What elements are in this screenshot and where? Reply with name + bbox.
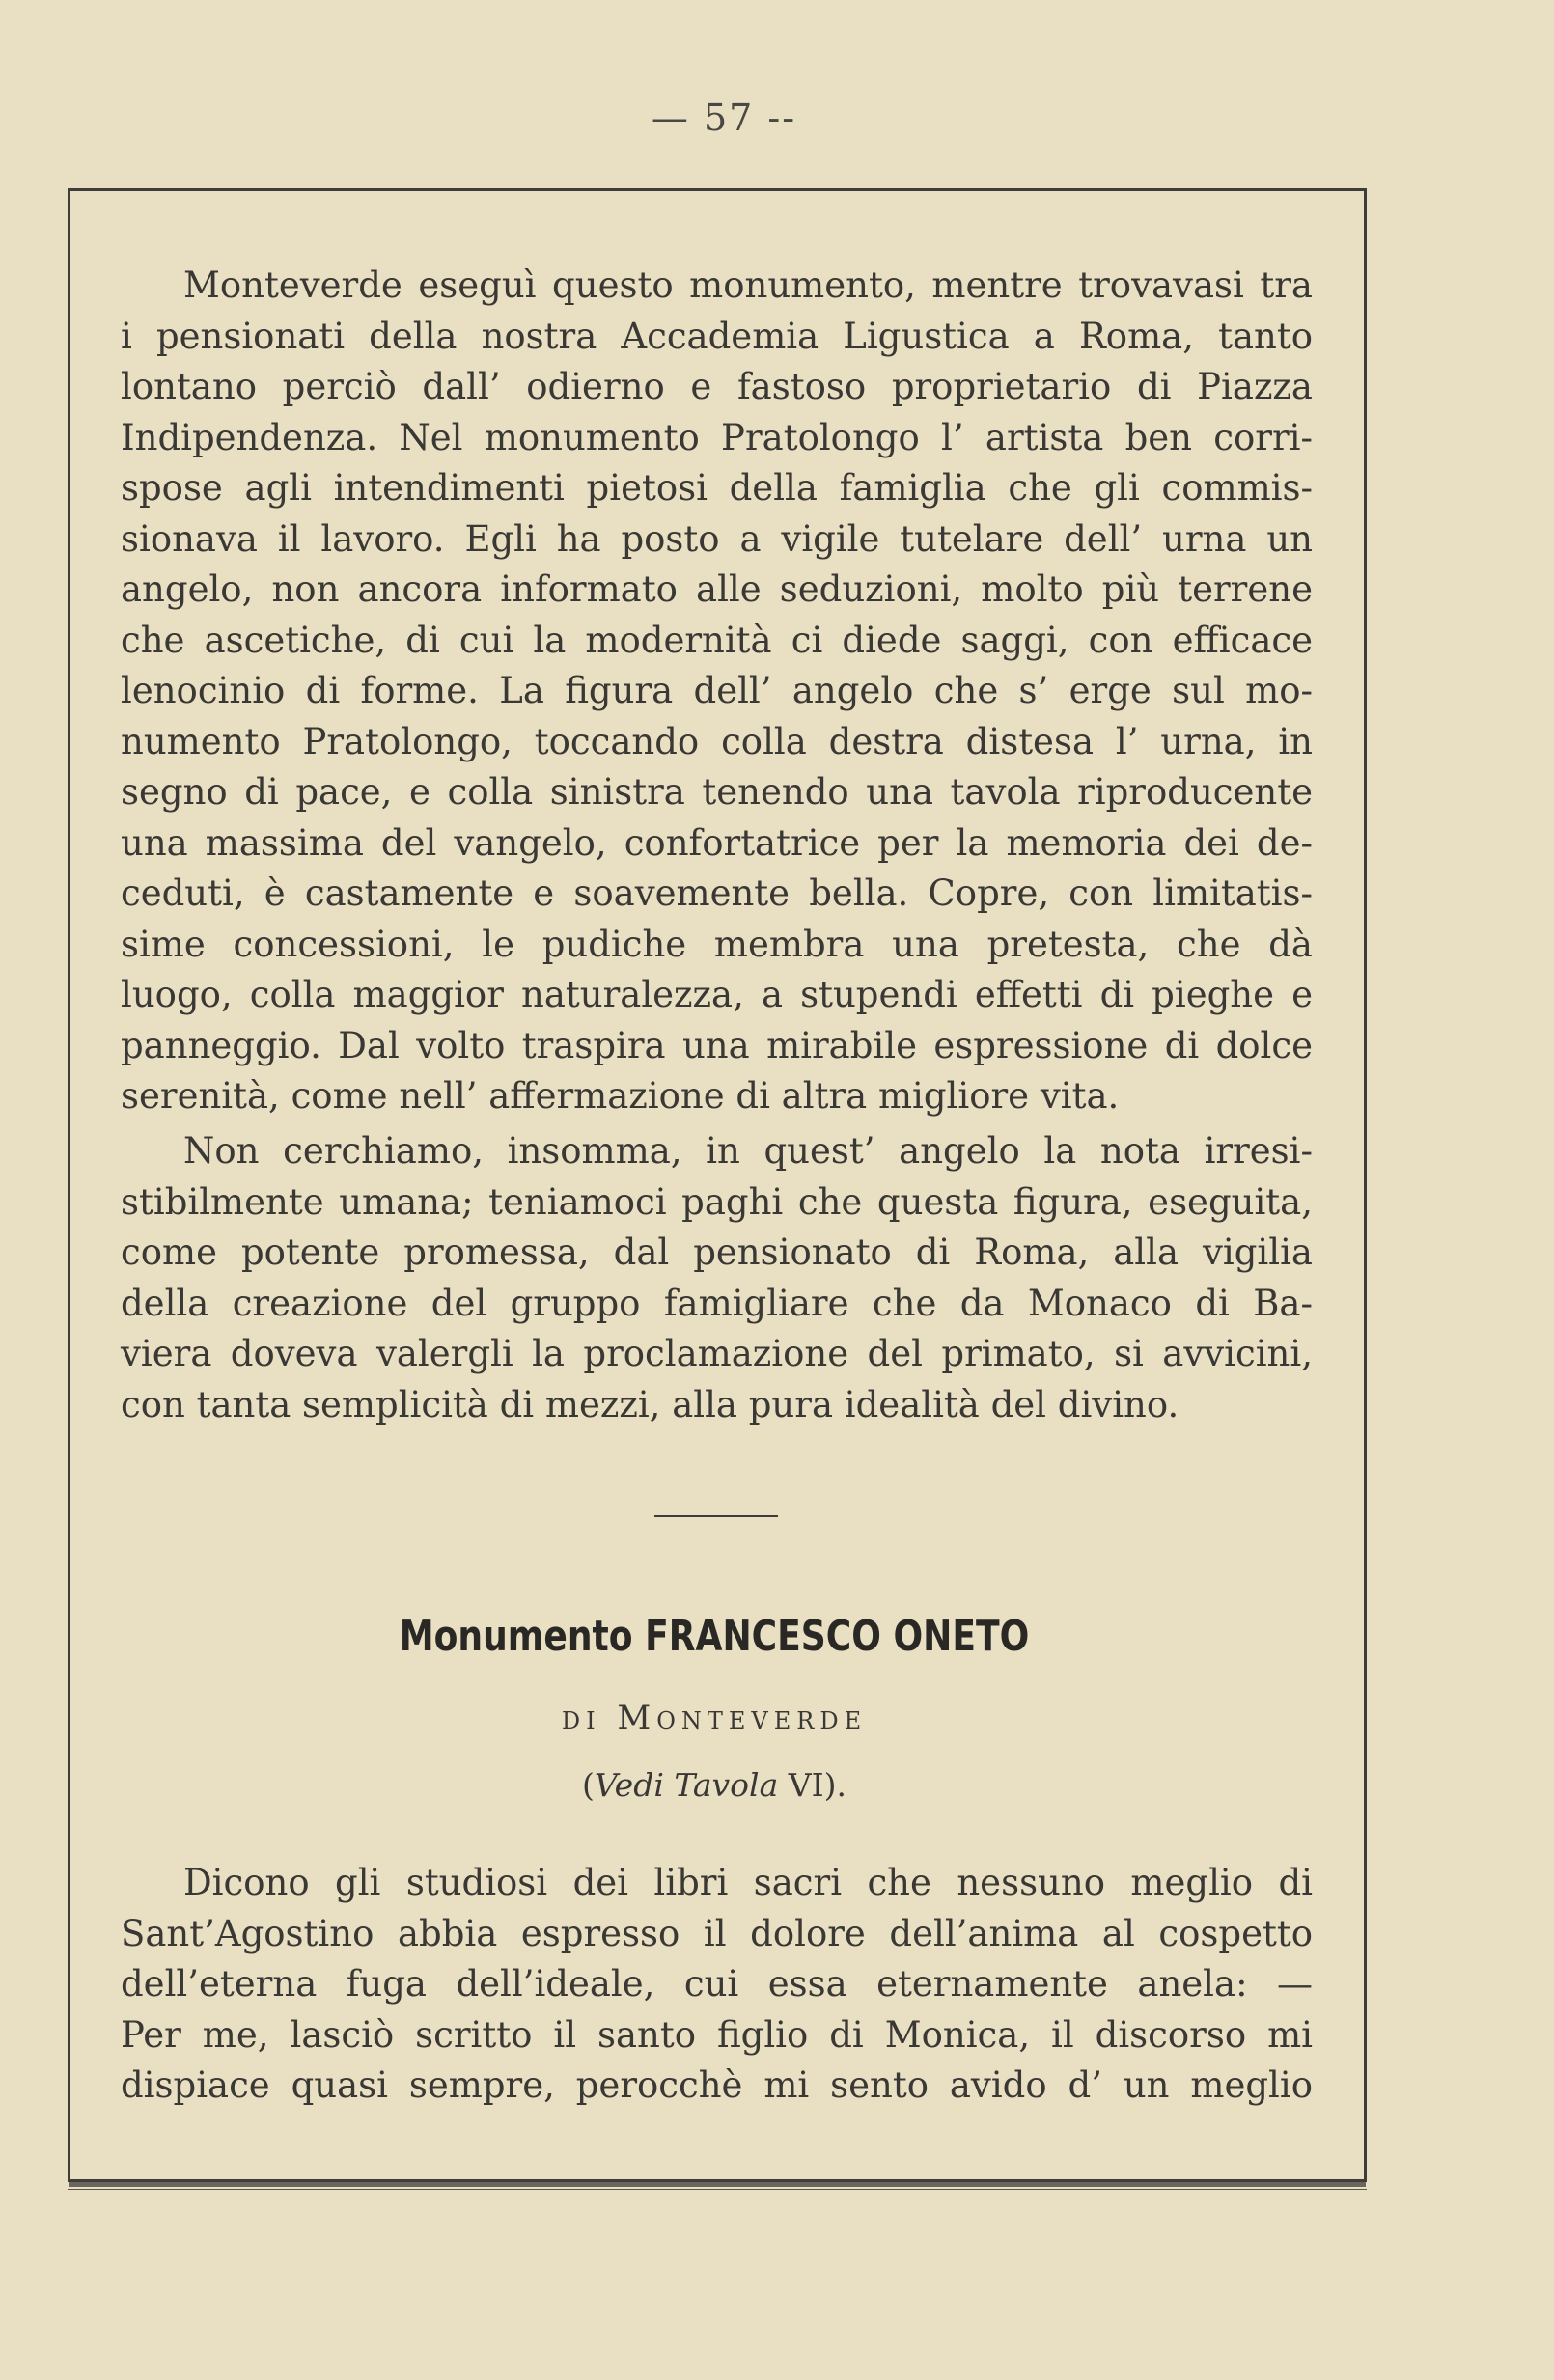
text-line: serenità, come nell’ affermazione di altra migliore vita. bbox=[121, 1075, 1120, 1117]
text-line: con tanta semplicità di mezzi, alla pura idealità del divino. bbox=[121, 1383, 1179, 1425]
text-line: dispiace quasi sempre, perocchè mi sento avido d’ un meglio bbox=[121, 2064, 1313, 2106]
ref-open: ( bbox=[582, 1766, 595, 1804]
ref-italic: Vedi Tavola bbox=[594, 1766, 779, 1804]
paragraph-1 bbox=[121, 261, 1313, 1122]
text-line: i pensionati della nostra Accademia Ligustica a Roma, tanto bbox=[121, 315, 1313, 357]
section-reference bbox=[0, 1766, 1429, 1804]
page-number: — 57 -- bbox=[651, 97, 797, 139]
text-line: stibilmente umana; teniamoci paghi che questa figura, eseguita, bbox=[121, 1180, 1313, 1223]
text-line: come potente promessa, dal pensionato di Roma, alla vigilia bbox=[121, 1232, 1313, 1273]
text-line: spose agli intendimenti pietosi della famiglia che gli commis- bbox=[121, 467, 1313, 509]
text-line: che ascetiche, di cui la modernità ci diede saggi, con efficace bbox=[121, 619, 1313, 661]
text-line: viera doveva valergli la proclamazione del primato, si avvicini, bbox=[121, 1333, 1313, 1374]
text-line: Indipendenza. Nel monumento Pratolongo l’ artista ben corri- bbox=[121, 416, 1313, 458]
text-line: sime concessioni, le pudiche membra una pretesta, che dà bbox=[121, 923, 1313, 965]
text-line: Per me, lasciò scritto il santo figlio di Monica, il discorso mi bbox=[121, 2013, 1313, 2056]
text-line: angelo, non ancora informato alle seduzioni, molto più terrene bbox=[121, 568, 1313, 610]
text-line: sionava il lavoro. Egli ha posto a vigile tutelare dell’ urna un bbox=[121, 517, 1313, 560]
text-line: Dicono gli studiosi dei libri sacri che nessuno meglio di bbox=[183, 1862, 1313, 1903]
text-line: una massima del vangelo, confortatrice per la memoria dei de- bbox=[121, 821, 1313, 864]
text-line: segno di pace, e colla sinistra tenendo una tavola riproducente bbox=[121, 771, 1313, 813]
section-title: Monumento FRANCESCO ONETO bbox=[399, 1612, 1030, 1661]
paragraph-2 bbox=[121, 1126, 1313, 1430]
text-line: numento Pratolongo, toccando colla destra distesa l’ urna, in bbox=[121, 720, 1313, 762]
text-line: Monteverde eseguì questo monumento, mentre trovavasi tra bbox=[183, 264, 1313, 306]
text-line: Non cerchiamo, insomma, in quest’ angelo la nota irresi- bbox=[183, 1130, 1313, 1172]
text-line: dell’eterna fuga dell’ideale, cui essa eternamente anela: — bbox=[121, 1963, 1313, 2005]
text-line: della creazione del gruppo famigliare che da Monaco di Ba- bbox=[121, 1282, 1313, 1324]
text-line: ceduti, è castamente e soavemente bella. Copre, con limitatis- bbox=[121, 872, 1313, 914]
ref-rest: VI). bbox=[778, 1766, 846, 1804]
text-line: luogo, colla maggior naturalezza, a stupendi effetti di pieghe e bbox=[121, 974, 1313, 1015]
text-line: lontano perciò dall’ odierno e fastoso proprietario di Piazza bbox=[121, 366, 1313, 407]
section-author: di Monteverde bbox=[561, 1699, 868, 1737]
text-line: lenocinio di forme. La figura dell’ angelo che s’ erge sul mo- bbox=[121, 670, 1313, 711]
text-line: panneggio. Dal volto traspira una mirabile espressione di dolce bbox=[121, 1024, 1313, 1066]
paragraph-3 bbox=[121, 1858, 1313, 2112]
section-separator bbox=[654, 1515, 778, 1517]
text-line: Sant’Agostino abbia espresso il dolore dell’anima al cospetto bbox=[121, 1912, 1313, 1954]
